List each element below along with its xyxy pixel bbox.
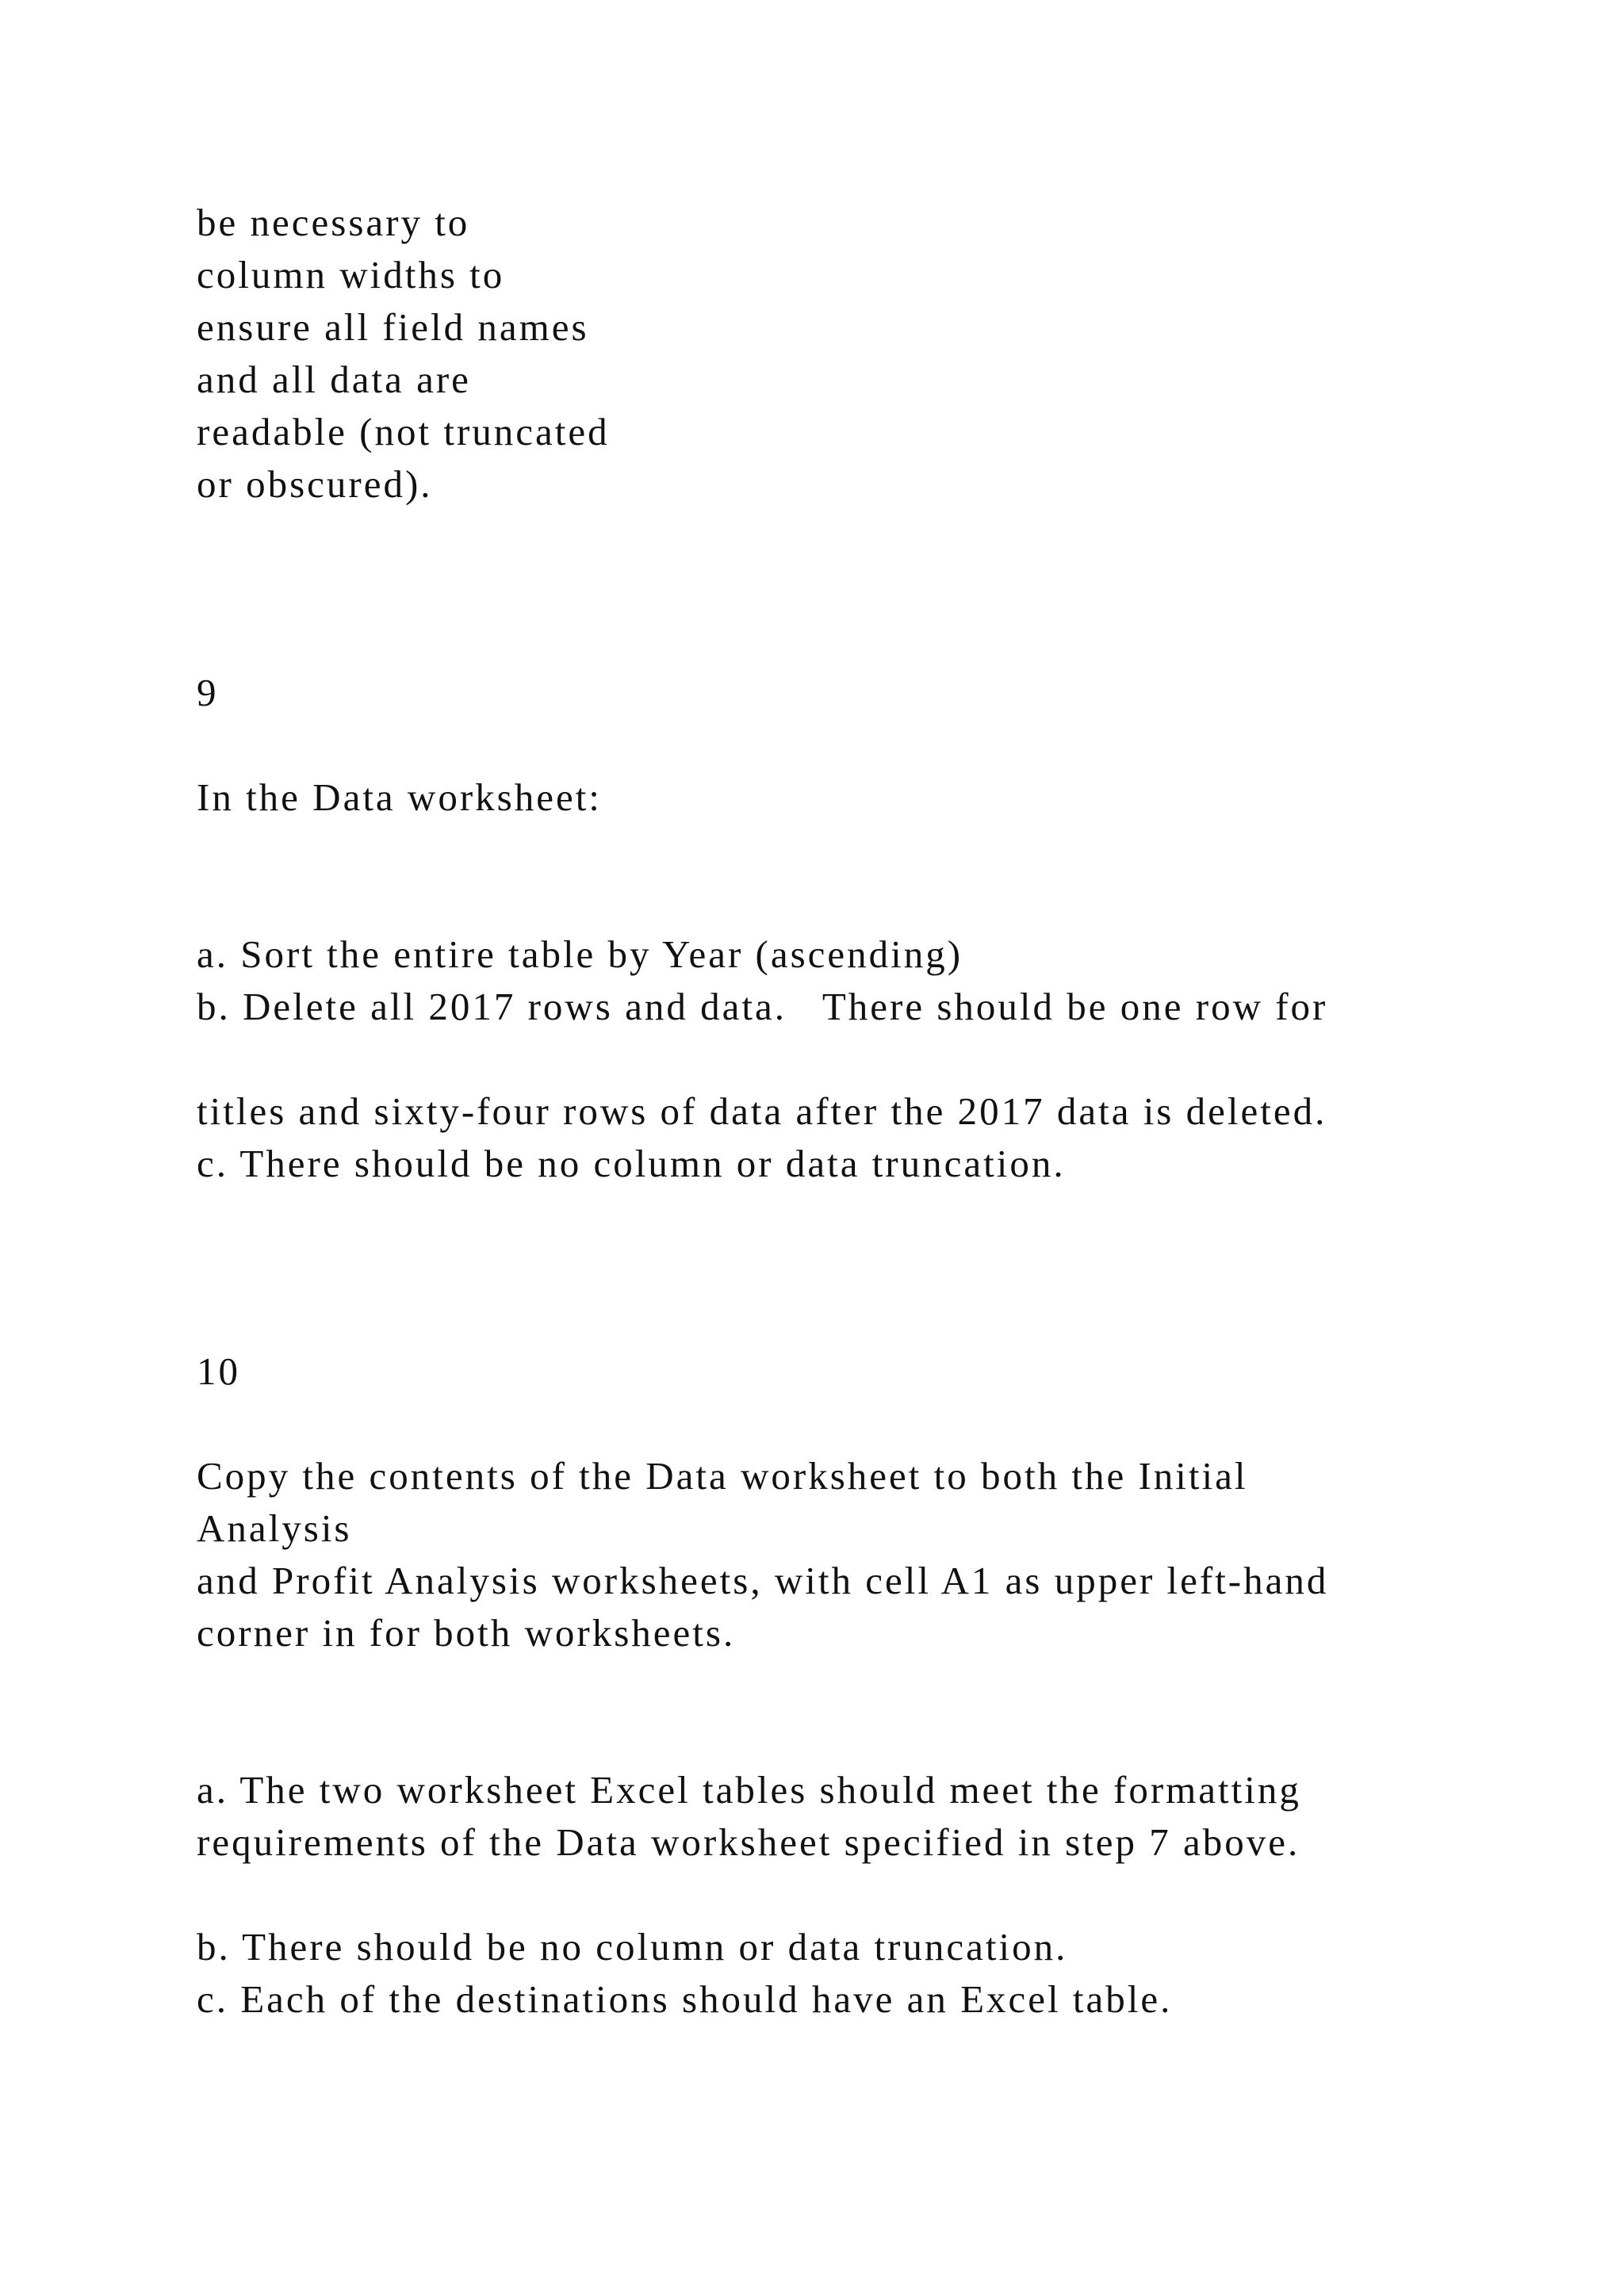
intro-line-6: or obscured). xyxy=(197,462,433,506)
intro-line-4: and all data are xyxy=(197,358,471,401)
step9-number: 9 xyxy=(197,671,219,714)
step9-item-a: a. Sort the entire table by Year (ascending) xyxy=(197,932,963,976)
intro-line-5: readable (not truncated xyxy=(197,410,610,453)
step9-item-b-cont: titles and sixty-four rows of data after the 2017 data is deleted. xyxy=(197,1089,1327,1133)
step10-number: 10 xyxy=(197,1349,240,1393)
step10-body-line-1: Copy the contents of the Data worksheet to both the Initial xyxy=(197,1454,1248,1498)
intro-line-2: column widths to xyxy=(197,253,505,297)
step9-item-b: b. Delete all 2017 rows and data. There should be one row for xyxy=(197,985,1328,1028)
step10-body-line-3: and Profit Analysis worksheets, with cell A1 as upper left-hand xyxy=(197,1559,1329,1602)
step9-item-c: c. There should be no column or data truncation. xyxy=(197,1142,1066,1185)
step10-item-b: b. There should be no column or data truncation. xyxy=(197,1925,1068,1969)
step9-heading: In the Data worksheet: xyxy=(197,775,602,819)
step10-item-c: c. Each of the destinations should have an Excel table. xyxy=(197,1977,1173,2021)
step10-item-a-cont: requirements of the Data worksheet specified in step 7 above. xyxy=(197,1820,1300,1864)
step10-body-line-4: corner in for both worksheets. xyxy=(197,1611,736,1655)
intro-line-3: ensure all field names xyxy=(197,305,589,349)
step10-body-line-2: Analysis xyxy=(197,1506,352,1550)
intro-line-1: be necessary to xyxy=(197,201,470,244)
step10-item-a: a. The two worksheet Excel tables should meet the formatting xyxy=(197,1768,1301,1812)
